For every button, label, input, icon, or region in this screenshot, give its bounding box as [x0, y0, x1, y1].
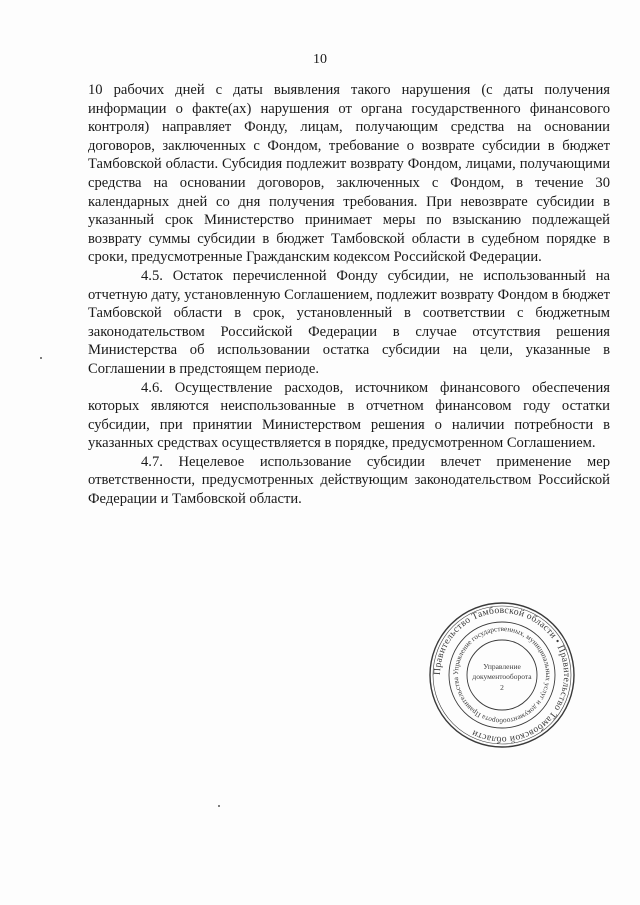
- stamp-center-line-2: документооборота: [472, 672, 532, 681]
- document-body: [88, 81, 610, 509]
- paragraph-4-7: 4.7. Нецелевое использование субсидии влечет применение мер ответственности, предусмотренных действующим законодательством Российской Федерации и Тамбовской области.: [88, 453, 610, 508]
- stamp-seal-icon: [427, 600, 577, 750]
- paragraph-4-6: 4.6. Осуществление расходов, источником финансового обеспечения которых являются неиспользованные в отчетном финансовом году остатки субсидии, при принятии Министерством решения о наличии потребности в указанных средствах осуществляется в порядке, предусмотренном Соглашением.: [88, 379, 610, 452]
- scan-speck: [218, 805, 220, 807]
- stamp-outer-ring-text: Правительство Тамбовской области • Правительство Тамбовской области: [431, 604, 573, 746]
- paragraph-4-5: 4.5. Остаток перечисленной Фонду субсидии, не использованный на отчетную дату, установленную Соглашением, подлежит возврату Фондом в бюджет Тамбовской области в срок, установленный в соответствии с бюджетным законодательством Российской Федерации в случае отсутствия решения Министерства об использовании остатка субсидии на цели, указанные в Соглашении в предстоящем периоде.: [88, 267, 610, 377]
- scan-speck: [40, 357, 42, 359]
- official-stamp: [427, 600, 577, 750]
- stamp-center-line-1: Управление: [483, 662, 521, 671]
- paragraph-continuation: 10 рабочих дней с даты выявления такого нарушения (с даты получения информации о факте(ах) нарушения от органа государственного финансового контроля) направляет Фонду, лицам, получающим средства на основании договоров, заключенных с Фондом, требование о возврате субсидии в бюджет Тамбовской области. Субсидия подлежит возврату Фондом, лицами, получающими средства на основании договоров, заключенных с Фондом, в течение 30 календарных дней со дня получения требования. При невозврате субсидии в указанный срок Министерство принимает меры по взысканию подлежащей возврату суммы субсидии в бюджет Тамбовской области в судебном порядке в сроки, предусмотренные Гражданским кодексом Российской Федерации.: [88, 82, 610, 266]
- stamp-center-number: 2: [500, 683, 504, 692]
- stamp-inner-ring-text: Управление государственных, муниципальных услуг и документооборота Правительства: [451, 624, 553, 726]
- page-number: 10: [313, 52, 327, 67]
